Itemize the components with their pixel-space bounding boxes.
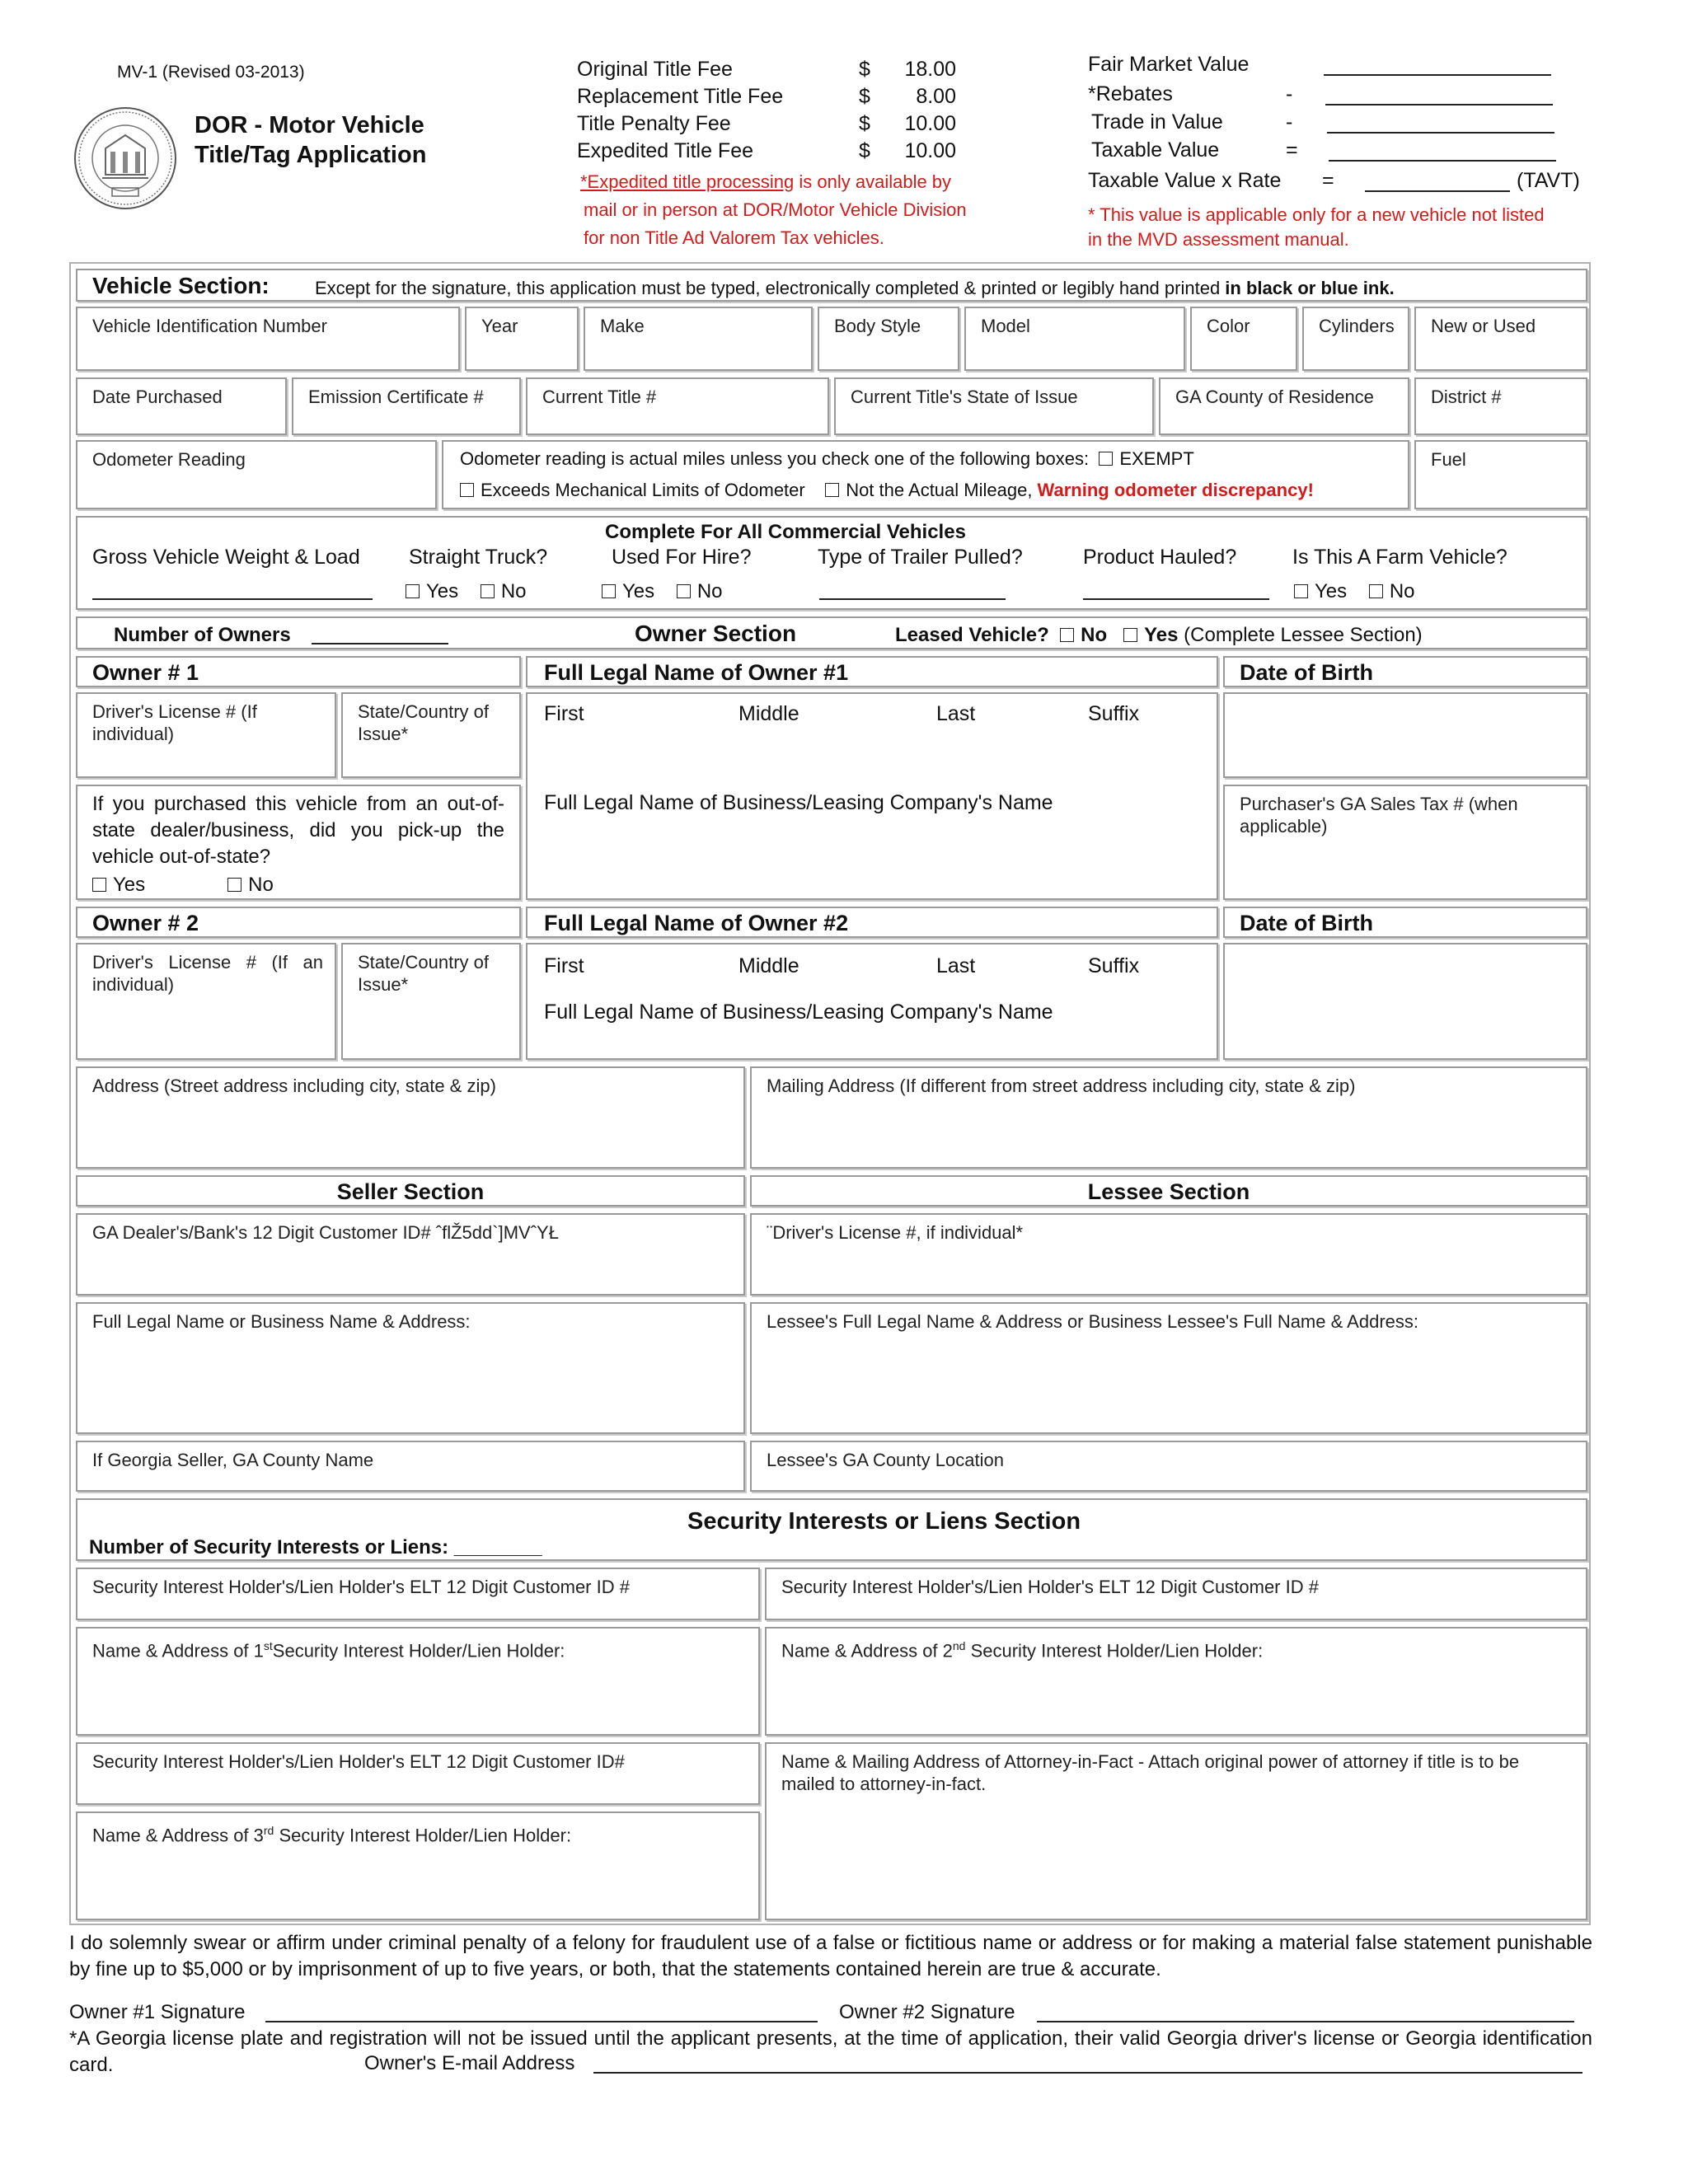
vin-label: Vehicle Identification Number [92, 316, 327, 336]
valuation-note-1: * This value is applicable only for a new vehicle not listed [1088, 204, 1545, 225]
farm-options [1294, 580, 1415, 603]
fuel-field[interactable] [1414, 440, 1587, 509]
fee-label: Replacement Title Fee [577, 85, 784, 108]
current-title-label: Current Title # [542, 387, 657, 407]
vin-field[interactable] [76, 307, 460, 371]
odometer-warning: Warning odometer discrepancy! [1037, 480, 1314, 500]
rebates-field[interactable] [1325, 104, 1553, 105]
lien1-name-label [92, 1635, 747, 1661]
out-of-state-question [76, 785, 521, 900]
not-actual-checkbox[interactable] [825, 483, 839, 497]
no-label: No [248, 874, 274, 896]
lien3-elt-label: Security Interest Holder's/Lien Holder's ELT 12 Digit Customer ID# [92, 1751, 625, 1772]
emission-cert-label: Emission Certificate # [308, 387, 484, 407]
new-or-used-field[interactable] [1414, 307, 1587, 371]
seller-county-field[interactable] [76, 1441, 745, 1492]
liens-section-header [76, 1498, 1587, 1561]
fuel-label: Fuel [1431, 449, 1466, 470]
straight-truck-options [406, 580, 527, 603]
odometer-note-line [460, 448, 1194, 470]
exempt-label: EXEMPT [1119, 448, 1194, 469]
out-of-state-no-checkbox[interactable] [227, 878, 241, 892]
form-id: MV-1 (Revised 03-2013) [117, 63, 305, 82]
owner2-signature-field[interactable] [1037, 2021, 1574, 2022]
expedited-text-3: for non Title Ad Valorem Tax vehicles. [584, 227, 884, 248]
trailer-label: Type of Trailer Pulled? [818, 546, 1023, 569]
for-hire-label: Used For Hire? [612, 546, 752, 569]
fee-label: Expedited Title Fee [577, 139, 754, 162]
lien2-elt-field[interactable] [765, 1568, 1587, 1620]
fee-row [577, 83, 956, 110]
no-label: No [696, 580, 723, 602]
lien3-name-text: Name & Address of 3 [92, 1825, 264, 1846]
rebates-op: - [1286, 82, 1293, 105]
for-hire-yes-checkbox[interactable] [602, 584, 616, 598]
trailer-field[interactable] [819, 598, 1006, 600]
out-of-state-yes-checkbox[interactable] [92, 878, 106, 892]
fee-dollar: $ [859, 112, 870, 135]
district-field[interactable] [1414, 377, 1587, 435]
no-label: No [1389, 580, 1415, 602]
tavt-field[interactable] [1365, 190, 1510, 192]
make-label: Make [600, 316, 645, 336]
owner-section-header [76, 616, 1587, 649]
commercial-heading: Complete For All Commercial Vehicles [605, 521, 966, 543]
trade-in-op: - [1286, 110, 1293, 134]
exceeds-checkbox[interactable] [460, 483, 474, 497]
lien1-name-field[interactable] [76, 1627, 760, 1736]
lessee-name-field[interactable] [750, 1302, 1587, 1434]
body-style-label: Body Style [834, 316, 921, 336]
taxable-label: Taxable Value [1091, 138, 1220, 162]
year-field[interactable] [465, 307, 579, 371]
date-purchased-label: Date Purchased [92, 387, 223, 407]
expedited-text-2: mail or in person at DOR/Motor Vehicle Division [584, 199, 967, 220]
fair-market-field[interactable] [1324, 74, 1551, 76]
owner2-state-field[interactable] [341, 943, 521, 1060]
owner1-dl-label: Driver's License # (If individual) [92, 701, 257, 744]
out-of-state-text: If you purchased this vehicle from an out-of-state dealer/business, did you pick-up the vehicle out-of-state? [92, 793, 504, 868]
model-label: Model [981, 316, 1030, 336]
expedited-note [580, 168, 967, 252]
county-residence-field[interactable] [1159, 377, 1409, 435]
owner2-suffix-label: Suffix [1088, 954, 1140, 977]
fee-row [577, 56, 956, 83]
lien1-name-text-2: Security Interest Holder/Lien Holder: [272, 1640, 565, 1661]
owner2-dob-header [1223, 907, 1587, 938]
seller-customer-id-field[interactable] [76, 1213, 745, 1296]
owner2-dob-field[interactable] [1223, 943, 1587, 1060]
lien1-elt-field[interactable] [76, 1568, 760, 1620]
current-title-field[interactable] [526, 377, 829, 435]
owner1-state-field[interactable] [341, 692, 521, 778]
plate-note [69, 2026, 1592, 2079]
owner2-dl-field[interactable] [76, 943, 336, 1060]
owner1-business-label: Full Legal Name of Business/Leasing Company's Name [544, 791, 1053, 814]
fee-amount: 8.00 [916, 85, 956, 108]
owner2-dl-label: Driver's License # (If an individual) [92, 952, 323, 995]
seller-name-label: Full Legal Name or Business Name & Address: [92, 1311, 471, 1332]
yes-label: Yes [622, 580, 655, 602]
straight-truck-label: Straight Truck? [409, 546, 548, 569]
vehicle-instructions [315, 278, 1395, 299]
expedited-link[interactable]: *Expedited title processing [580, 171, 795, 192]
exempt-checkbox[interactable] [1099, 452, 1113, 466]
fair-market-label: Fair Market Value [1088, 53, 1250, 76]
lien1-name-sup: st [263, 1639, 273, 1652]
farm-label: Is This A Farm Vehicle? [1292, 546, 1507, 569]
year-label: Year [481, 316, 518, 336]
odometer-field[interactable] [76, 440, 437, 509]
sales-tax-field[interactable] [1223, 785, 1587, 900]
date-purchased-field[interactable] [76, 377, 287, 435]
seller-name-field[interactable] [76, 1302, 745, 1434]
owner2-dob-title: Date of Birth [1240, 911, 1373, 935]
odometer-note: Odometer reading is actual miles unless you check one of the following boxes: [460, 448, 1090, 469]
lien2-elt-label: Security Interest Holder's/Lien Holder's ELT 12 Digit Customer ID # [781, 1577, 1319, 1597]
fee-amount: 18.00 [904, 58, 956, 81]
lien1-name-text: Name & Address of 1 [92, 1640, 264, 1661]
out-of-state-options [92, 874, 274, 897]
owner1-dob-field[interactable] [1223, 692, 1587, 778]
owner2-name-field[interactable] [526, 943, 1218, 1060]
cylinders-label: Cylinders [1319, 316, 1395, 336]
body-style-field[interactable] [818, 307, 959, 371]
lessee-name-label: Lessee's Full Legal Name & Address or Business Lessee's Full Name & Address: [767, 1311, 1419, 1332]
owner2-title: Owner # 2 [92, 911, 199, 935]
plate-note-text: *A Georgia license plate and registration will not be issued until the applicant presents, at the time of application, their valid Georgia driver's license or Georgia identification card. [69, 2027, 1592, 2076]
lessee-county-field[interactable] [750, 1441, 1587, 1492]
yes-label: Yes [1315, 580, 1348, 602]
owner2-name-title: Full Legal Name of Owner #2 [544, 911, 849, 935]
seller-section-title: Seller Section [336, 1179, 485, 1204]
yes-label: Yes [113, 874, 146, 896]
cylinders-field[interactable] [1302, 307, 1409, 371]
straight-truck-no-checkbox[interactable] [481, 584, 495, 598]
taxable-field[interactable] [1329, 160, 1556, 162]
emission-cert-field[interactable] [292, 377, 521, 435]
seller-customer-id-label: GA Dealer's/Bank's 12 Digit Customer ID# ˆflŽ5dd`]MVˆYŁ [92, 1222, 559, 1243]
title-state-field[interactable] [834, 377, 1154, 435]
lien3-name-text-2: Security Interest Holder/Lien Holder: [274, 1825, 572, 1846]
fee-dollar: $ [859, 58, 870, 81]
farm-yes-checkbox[interactable] [1294, 584, 1308, 598]
owner1-name-field[interactable] [526, 692, 1218, 900]
lien2-name-field[interactable] [765, 1627, 1587, 1736]
straight-truck-yes-checkbox[interactable] [406, 584, 420, 598]
valuation-note [1088, 203, 1545, 252]
mailing-address-field[interactable] [750, 1066, 1587, 1169]
owner1-signature-label: Owner #1 Signature [69, 2001, 246, 2023]
sales-tax-label: Purchaser's GA Sales Tax # (when applicable) [1240, 794, 1518, 837]
fee-label: Original Title Fee [577, 58, 733, 81]
color-label: Color [1207, 316, 1250, 336]
title-state-label: Current Title's State of Issue [851, 387, 1078, 407]
seller-section-header [76, 1175, 745, 1207]
leased-yes-label: Yes [1144, 624, 1179, 646]
for-hire-options [602, 580, 723, 603]
lessee-section-title: Lessee Section [1087, 1179, 1250, 1204]
owner1-name-title: Full Legal Name of Owner #1 [544, 660, 849, 685]
for-hire-no-checkbox[interactable] [677, 584, 691, 598]
mailing-address-label: Mailing Address (If different from street address including city, state & zip) [767, 1076, 1356, 1096]
taxable-rate-op: = [1322, 169, 1334, 192]
odometer-options-line [460, 480, 1314, 501]
color-field[interactable] [1190, 307, 1297, 371]
lessee-dl-label: ¨Driver's License #, if individual* [767, 1222, 1024, 1243]
owner1-suffix-label: Suffix [1088, 702, 1140, 725]
owner1-signature-field[interactable] [265, 2021, 818, 2022]
fee-table [577, 56, 956, 165]
email-field[interactable] [593, 2072, 1582, 2074]
owner2-state-label: State/Country of Issue* [358, 952, 489, 995]
form-title [195, 110, 426, 170]
address-field[interactable] [76, 1066, 745, 1169]
vehicle-section-header [76, 269, 1587, 302]
lessee-section-header [750, 1175, 1587, 1207]
owner1-dob-title: Date of Birth [1240, 660, 1373, 685]
product-field[interactable] [1083, 598, 1269, 600]
vehicle-instructions-bold: in black or blue ink. [1225, 278, 1395, 298]
owner1-last-label: Last [936, 702, 976, 725]
tavt-label: (TAVT) [1517, 169, 1580, 192]
yes-label: Yes [426, 580, 459, 602]
expedited-text: is only available by [794, 171, 952, 192]
county-residence-label: GA County of Residence [1175, 387, 1374, 407]
owner2-business-label: Full Legal Name of Business/Leasing Company's Name [544, 1001, 1053, 1024]
address-label: Address (Street address including city, state & zip) [92, 1076, 496, 1096]
owner2-signature-label: Owner #2 Signature [839, 2001, 1015, 2023]
lien2-name-text-2: Security Interest Holder/Lien Holder: [965, 1640, 1264, 1661]
form-title-line2: Title/Tag Application [195, 142, 427, 168]
trade-in-label: Trade in Value [1091, 110, 1223, 134]
lien3-elt-field[interactable] [76, 1742, 760, 1805]
owner1-dob-header [1223, 656, 1587, 687]
gvw-label: Gross Vehicle Weight & Load [92, 546, 360, 569]
fee-row [577, 138, 956, 165]
lien1-elt-label: Security Interest Holder's/Lien Holder's ELT 12 Digit Customer ID # [92, 1577, 630, 1597]
number-of-owners-label: Number of Owners [114, 624, 291, 646]
leased-no-checkbox[interactable] [1060, 628, 1074, 642]
lien2-name-label [781, 1635, 1574, 1661]
owner2-last-label: Last [936, 954, 976, 977]
model-field[interactable] [964, 307, 1185, 371]
new-or-used-label: New or Used [1431, 316, 1536, 336]
fee-dollar: $ [859, 85, 870, 108]
fee-dollar: $ [859, 139, 870, 162]
no-label: No [500, 580, 527, 602]
district-label: District # [1431, 387, 1502, 407]
lien3-name-sup: rd [263, 1824, 274, 1837]
leased-vehicle [895, 624, 1423, 647]
trade-in-field[interactable] [1327, 132, 1554, 134]
owner1-name-header [526, 656, 1218, 687]
owner2-name-header [526, 907, 1218, 938]
number-of-owners-field[interactable] [312, 643, 448, 644]
owner2-first-label: First [544, 954, 584, 977]
attorney-label: Name & Mailing Address of Attorney-in-Fact - Attach original power of attorney if title is to be mailed to attorney-in-fact. [781, 1751, 1520, 1794]
owner1-dl-field[interactable] [76, 692, 336, 778]
product-label: Product Hauled? [1083, 546, 1237, 569]
oath-statement: I do solemnly swear or affirm under criminal penalty of a felony for fraudulent use of a false or fictitious name or address or for making a material false statement punishable by fine up to $5,000 or by imprisonment of up to five years, or both, that the statements contained herein are true & accurate. [69, 1932, 1592, 1980]
owner1-header [76, 656, 521, 687]
lien3-name-field[interactable] [76, 1811, 760, 1920]
odometer-label: Odometer Reading [92, 449, 246, 470]
owner1-middle-label: Middle [738, 702, 799, 725]
farm-no-checkbox[interactable] [1369, 584, 1383, 598]
fee-amount: 10.00 [904, 139, 956, 162]
taxable-op: = [1286, 138, 1298, 162]
owner2-middle-label: Middle [738, 954, 799, 977]
owner1-first-label: First [544, 702, 584, 725]
owner2-header [76, 907, 521, 938]
fee-label: Title Penalty Fee [577, 112, 731, 135]
lien2-name-text: Name & Address of 2 [781, 1640, 953, 1661]
make-field[interactable] [584, 307, 813, 371]
attorney-field[interactable] [765, 1742, 1587, 1920]
liens-count-label: Number of Security Interests or Liens: ________ [89, 1536, 542, 1558]
rebates-label: *Rebates [1088, 82, 1173, 105]
not-actual-label: Not the Actual Mileage, [846, 480, 1038, 500]
vehicle-instructions-text: Except for the signature, this application must be typed, electronically completed & printed or legibly hand printed [315, 278, 1226, 298]
fee-amount: 10.00 [904, 112, 956, 135]
gvw-field[interactable] [92, 598, 373, 600]
leased-note: (Complete Lessee Section) [1178, 624, 1423, 646]
owner-section-title: Owner Section [635, 621, 797, 646]
exceeds-label: Exceeds Mechanical Limits of Odometer [481, 480, 805, 500]
odometer-options [442, 440, 1409, 509]
leased-yes-checkbox[interactable] [1123, 628, 1137, 642]
owner1-title: Owner # 1 [92, 660, 199, 685]
email-label: Owner's E-mail Address [364, 2052, 575, 2074]
valuation-note-2: in the MVD assessment manual. [1088, 229, 1349, 250]
lessee-county-label: Lessee's GA County Location [767, 1450, 1004, 1470]
georgia-seal-icon [73, 105, 178, 211]
owner1-state-label: State/Country of Issue* [358, 701, 489, 744]
leased-no-label: No [1081, 624, 1108, 646]
lessee-dl-field[interactable] [750, 1213, 1587, 1296]
fee-row [577, 110, 956, 138]
lien3-name-label [92, 1820, 747, 1846]
seller-county-label: If Georgia Seller, GA County Name [92, 1450, 374, 1470]
lien2-name-sup: nd [952, 1639, 966, 1652]
leased-label: Leased Vehicle? [895, 624, 1049, 646]
liens-section-title: Security Interests or Liens Section [687, 1508, 1081, 1535]
taxable-rate-label: Taxable Value x Rate [1088, 169, 1282, 192]
commercial-section [76, 516, 1587, 610]
vehicle-section-title: Vehicle Section: [92, 273, 270, 298]
form-title-line1: DOR - Motor Vehicle [195, 112, 424, 138]
